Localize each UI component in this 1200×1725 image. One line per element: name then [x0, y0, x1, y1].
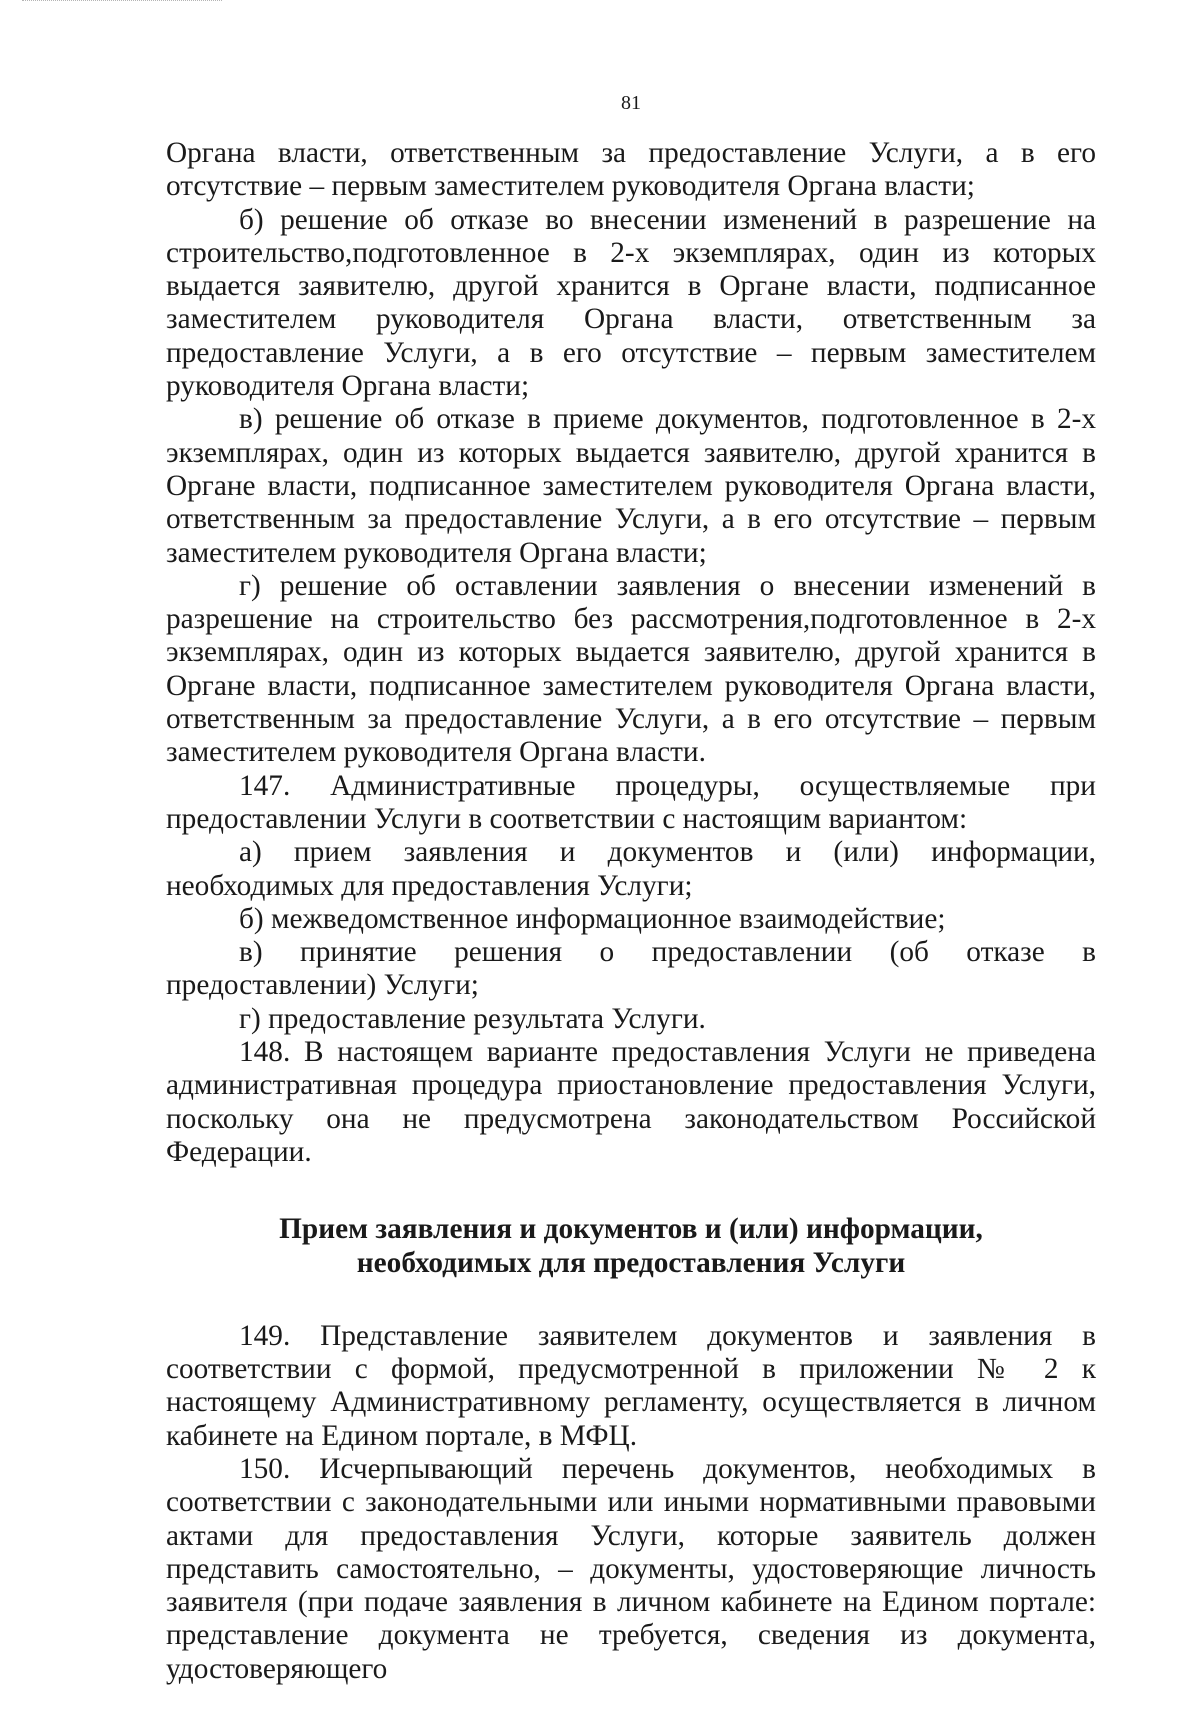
paragraph-147-b: б) межведомственное информационное взаимодействие;	[239, 902, 946, 935]
paragraph-149: 149. Представление заявителем документов и заявления в соответствии с формой, предусмотренной в приложении № 2 к настоящему Административному регламенту, осуществляется в личном кабинете на Едином портале, в МФЦ.	[166, 1319, 1096, 1452]
section-heading	[166, 1213, 1096, 1280]
paragraph-item-v: в) решение об отказе в приеме документов, подготовленное в 2-х экземплярах, один из которых выдается заявителю, другой хранится в Органе власти, подписанное заместителем руководителя Органа власти, ответственным за предоставление Услуги, а в его отсутствие – первым заместителем руководителя Органа власти;	[166, 403, 1096, 569]
paragraph-147-a: а) прием заявления и документов и (или) информации, необходимых для предоставления Услуги;	[166, 836, 1096, 902]
paragraph-148: 148. В настоящем варианте предоставления Услуги не приведена административная процедура приостановление предоставления Услуги, поскольку она не предусмотрена законодательством Российской Федерации.	[166, 1036, 1096, 1168]
paragraph-item-g: г) решение об оставлении заявления о внесении изменений в разрешение на строительство без рассмотрения,подготовленное в 2-х экземплярах, один из которых выдается заявителю, другой хранится в Органе власти, подписанное заместителем руководителя Органа власти, ответственным за предоставление Услуги, а в его отсутствие – первым заместителем руководителя Органа власти.	[166, 569, 1096, 769]
paragraph-147-v: в) принятие решения о предоставлении (об отказе в предоставлении) Услуги;	[166, 936, 1096, 1002]
page-number: 81	[621, 92, 641, 114]
paragraph-item-b: б) решение об отказе во внесении изменений в разрешение на строительство,подготовленное в 2-х экземплярах, один из которых выдается заявителю, другой хранится в Органе власти, подписанное заместителем руководителя Органа власти, ответственным за предоставление Услуги, а в его отсутствие – первым заместителем руководителя Органа власти;	[166, 203, 1096, 403]
paragraph-147: 147. Административные процедуры, осуществляемые при предоставлении Услуги в соответствии с настоящим вариантом:	[166, 769, 1096, 835]
section-heading-line-1: Прием заявления и документов и (или) информации,	[279, 1213, 983, 1246]
section-heading-line-2: необходимых для предоставления Услуги	[356, 1246, 906, 1279]
paragraph-150: 150. Исчерпывающий перечень документов, необходимых в соответствии с законодательными или иными нормативными правовыми актами для предоставления Услуги, которые заявитель должен представить самостоятельно, – документы, удостоверяющие личность заявителя (при подаче заявления в личном кабинете на Едином портале: представление документа не требуется, сведения из документа, удостоверяющего	[166, 1452, 1096, 1685]
scan-artifact	[22, 0, 222, 7]
paragraph-continuation: Органа власти, ответственным за предоставление Услуги, а в его отсутствие – первым заместителем руководителя Органа власти;	[166, 137, 1096, 203]
paragraph-147-g: г) предоставление результата Услуги.	[239, 1002, 706, 1035]
document-body	[166, 137, 1096, 1686]
